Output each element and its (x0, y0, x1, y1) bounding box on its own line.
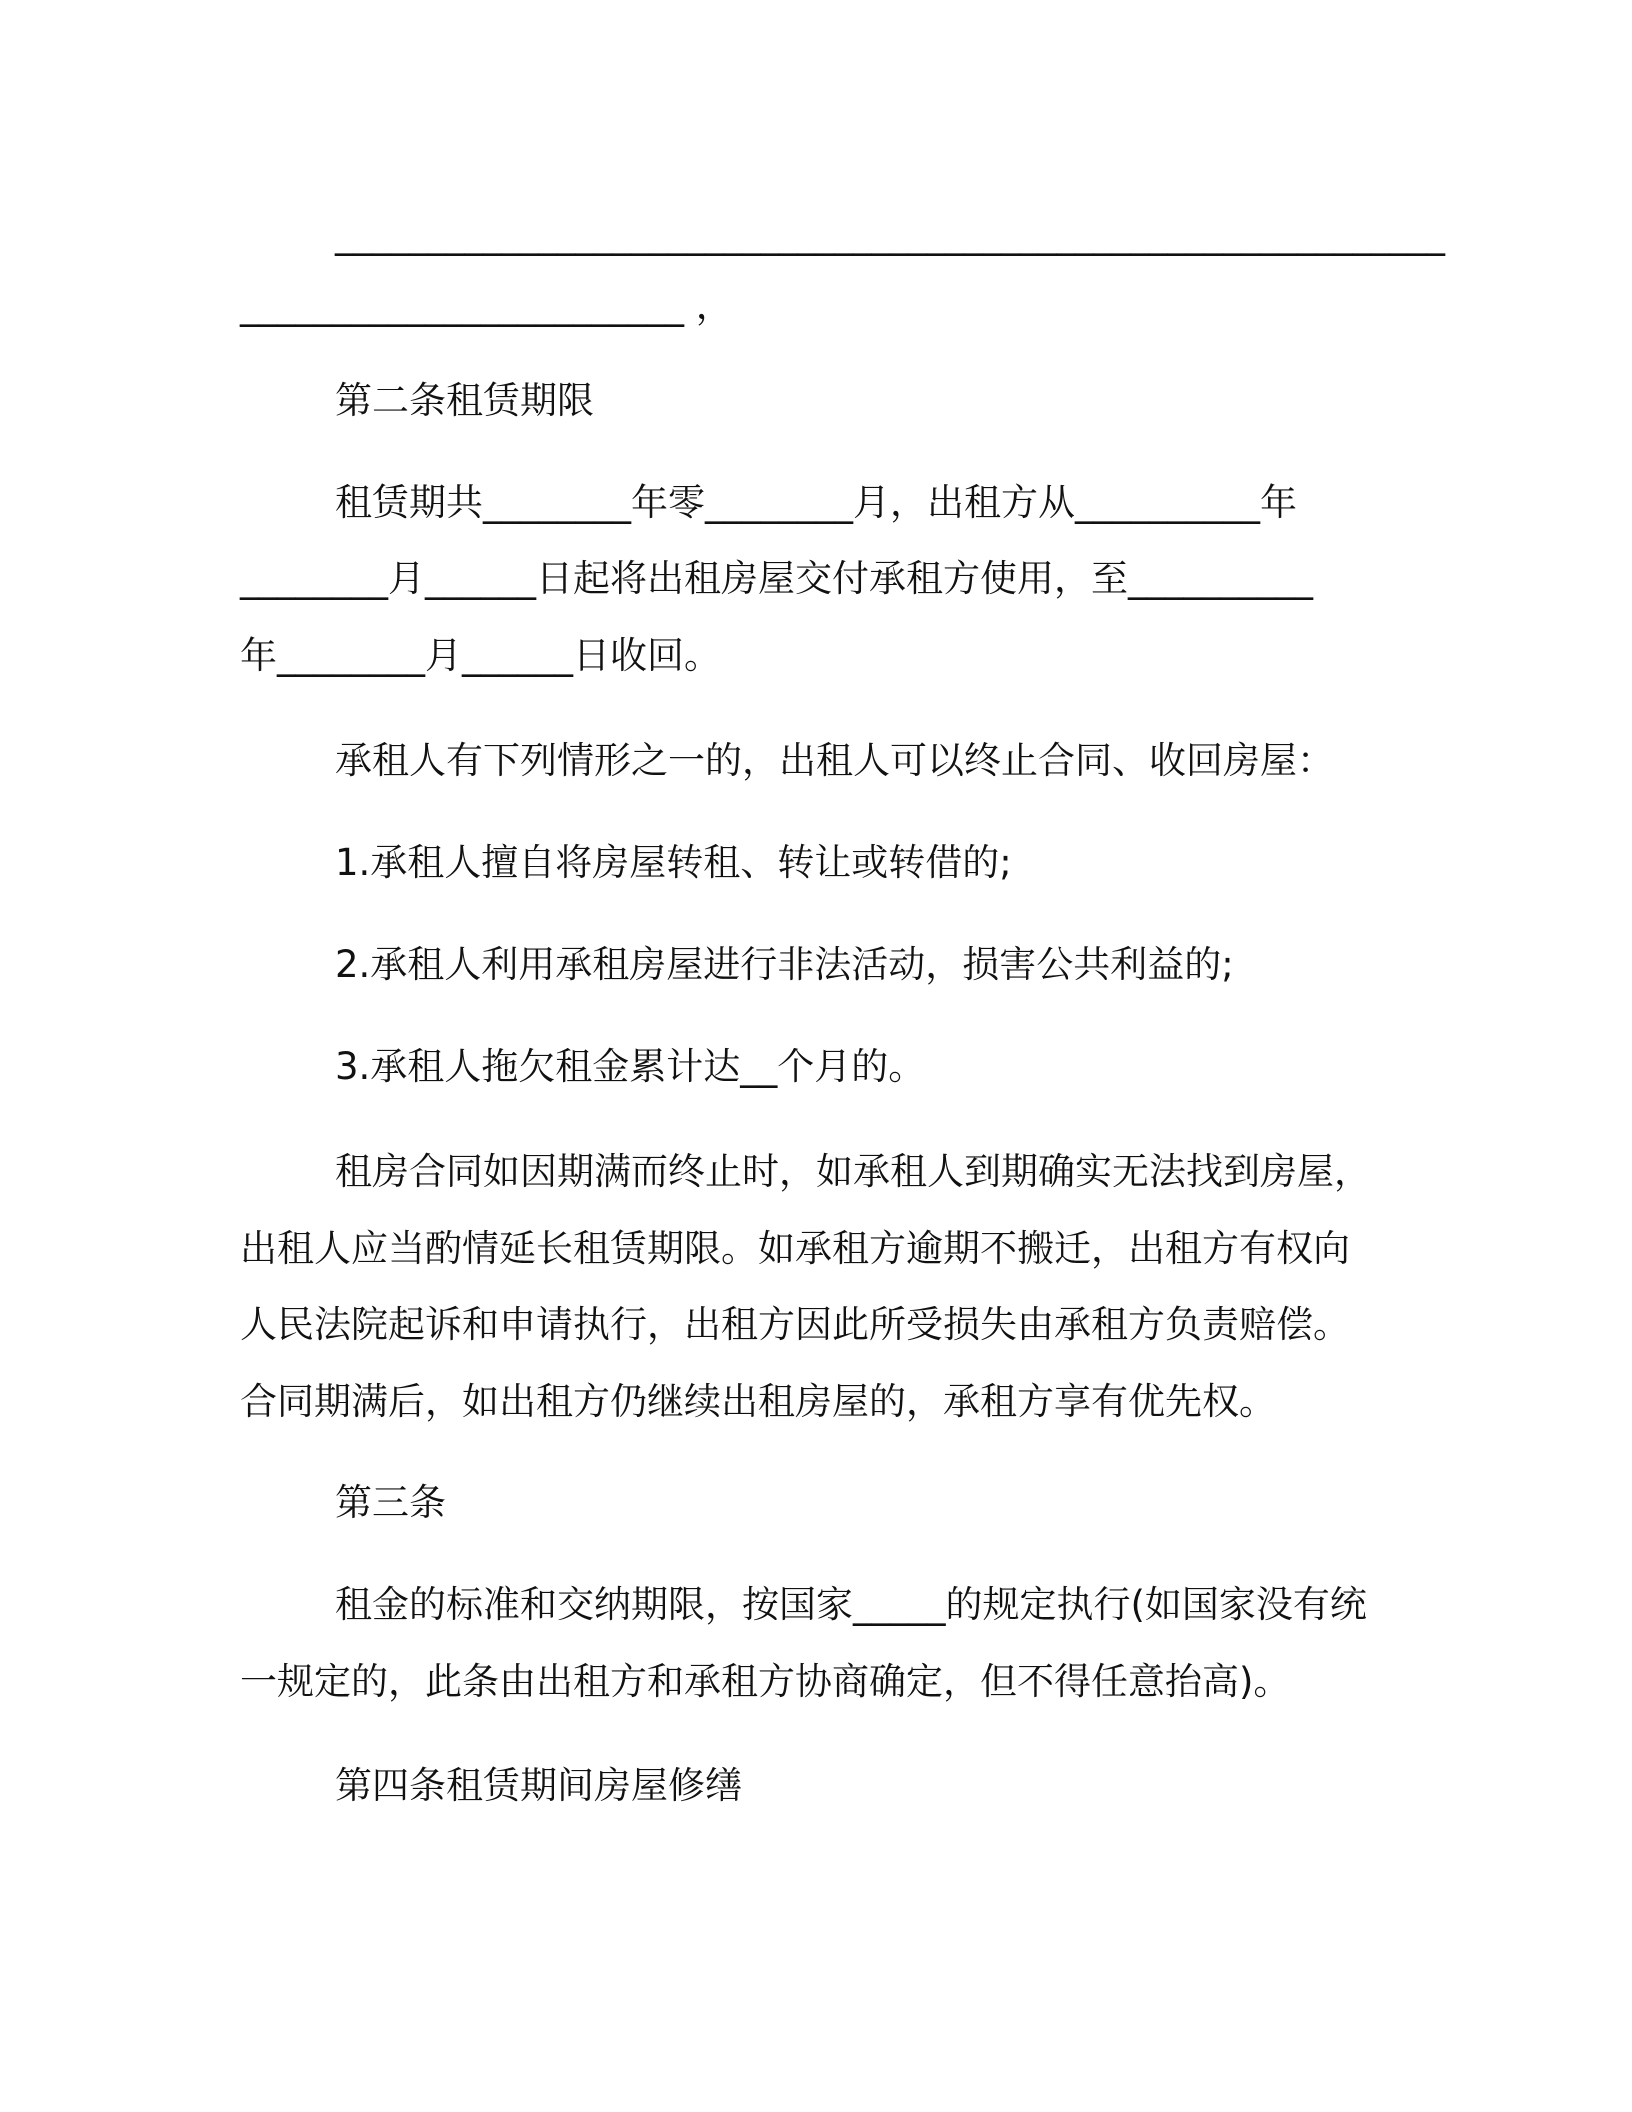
rent-standard-line-2: 一规定的，此条由出租方和承租方协商确定，但不得任意抬高)。 (240, 1660, 1291, 1703)
lease-term-line-2: ________月______日起将出租房屋交付承租方使用，至__________ (240, 557, 1313, 600)
termination-intro: 承租人有下列情形之一的，出租人可以终止合同、收回房屋： (335, 739, 1334, 782)
rent-standard-line-1: 租金的标准和交纳期限，按国家_____的规定执行(如国家没有统 (335, 1583, 1367, 1626)
article-3-heading: 第三条 (335, 1481, 446, 1524)
article-4-heading: 第四条租赁期间房屋修缮 (335, 1764, 742, 1807)
expiry-paragraph-line-1: 租房合同如因期满而终止时，如承租人到期确实无法找到房屋， (335, 1150, 1371, 1193)
lease-term-line-3: 年________月______日收回。 (240, 634, 721, 677)
article-2-heading: 第二条租赁期限 (335, 379, 594, 422)
lease-term-line-1: 租赁期共________年零________月，出租方从__________年 (335, 481, 1297, 524)
blank-fill-line-1: ____________________________________________________________ (335, 213, 1445, 256)
expiry-paragraph-line-2: 出租人应当酌情延长租赁期限。如承租方逾期不搬迁，出租方有权向 (240, 1227, 1350, 1270)
expiry-paragraph-line-3: 人民法院起诉和申请执行，出租方因此所受损失由承租方负责赔偿。 (240, 1303, 1350, 1346)
termination-item-1: 1.承租人擅自将房屋转租、转让或转借的; (335, 841, 1012, 884)
expiry-paragraph-line-4: 合同期满后，如出租方仍继续出租房屋的，承租方享有优先权。 (240, 1380, 1276, 1423)
termination-item-3: 3.承租人拖欠租金累计达__个月的。 (335, 1045, 926, 1088)
termination-item-2: 2.承租人利用承租房屋进行非法活动，损害公共利益的; (335, 943, 1234, 986)
blank-fill-line-2: ________________________ ， (240, 284, 733, 327)
